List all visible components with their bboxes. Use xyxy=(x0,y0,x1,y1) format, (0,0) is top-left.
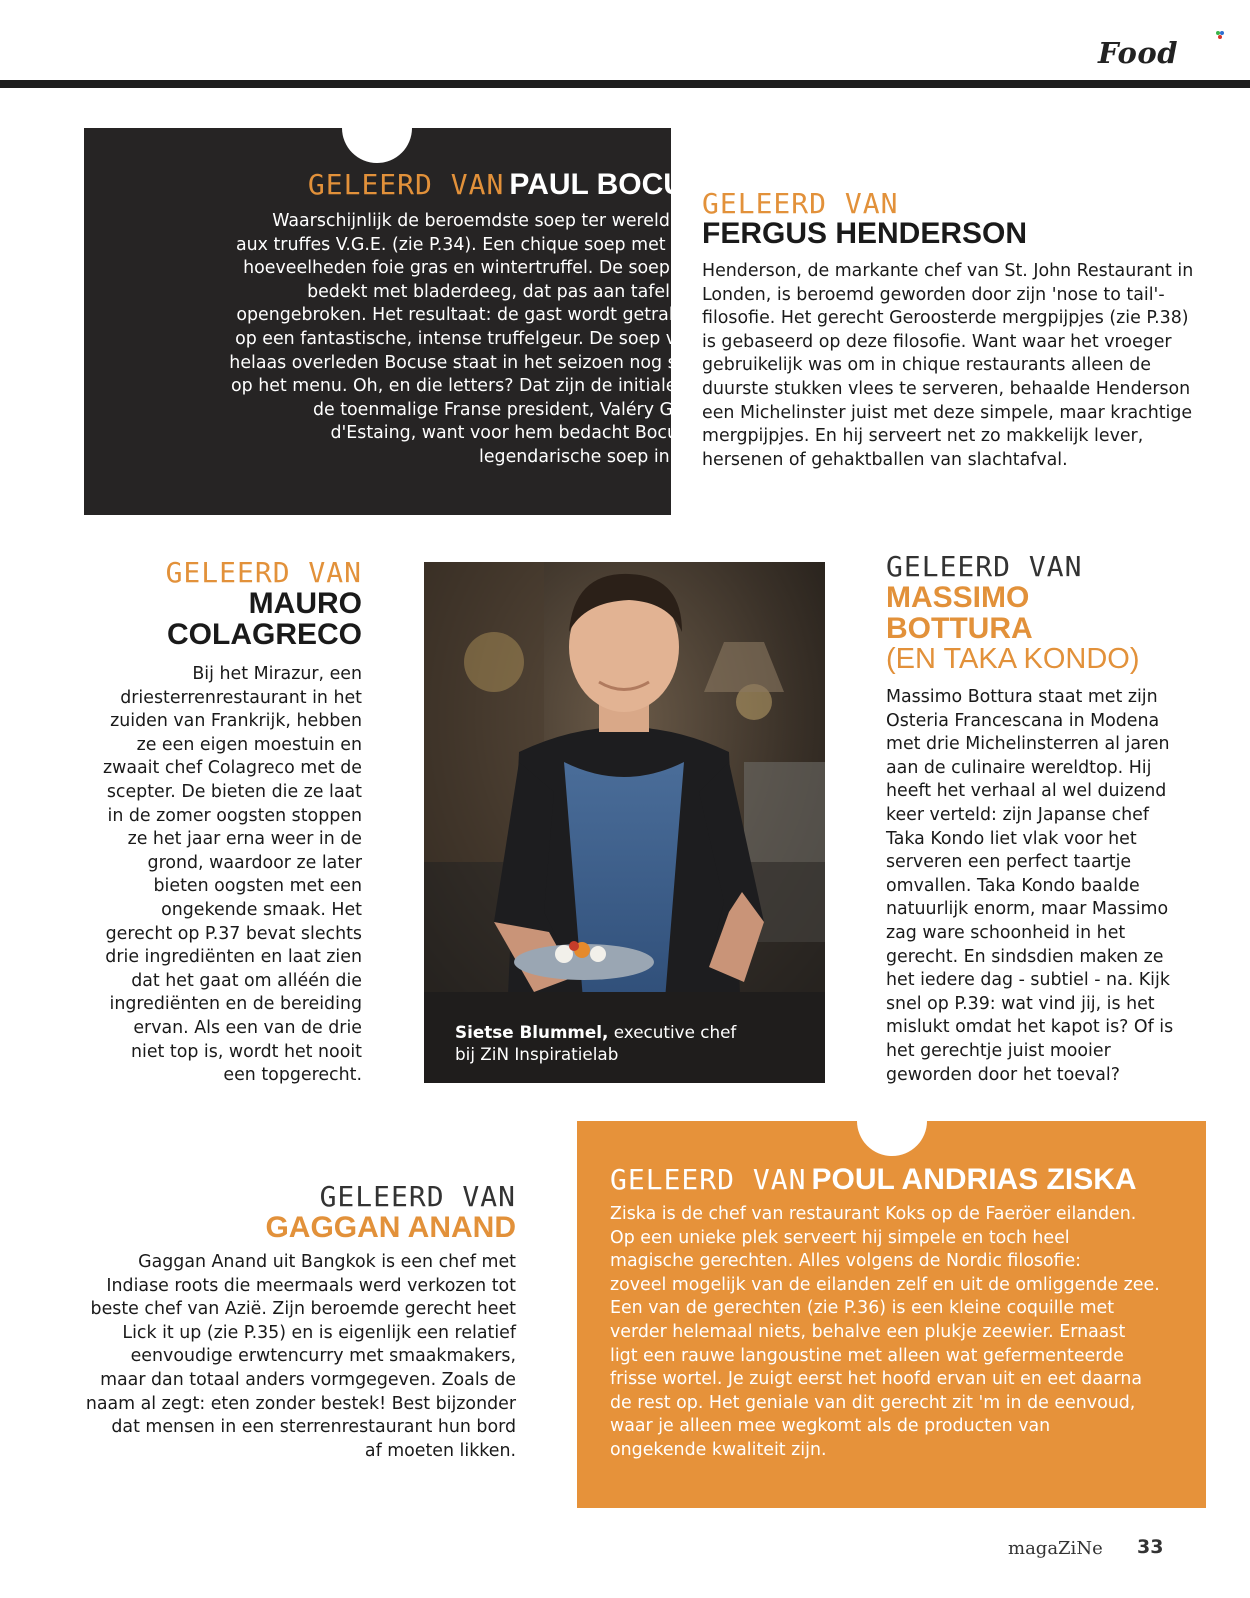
ziska-kicker: GELEERD VAN xyxy=(610,1163,807,1196)
photo-caption: Sietse Blummel, executive chef bij ZiN Inspiratielab xyxy=(455,1022,737,1064)
bocuse-kicker: GELEERD VAN xyxy=(307,168,505,201)
brand-dots-icon xyxy=(1216,31,1224,39)
bottura-kicker: GELEERD VAN xyxy=(886,550,1083,583)
colagreco-text: Bij het Mirazur, een driesterrenrestaurant in het zuiden van Frankrijk, hebben ze een eigen moestuin en zwaait chef Colagreco met de scepter. De bieten die ze laat in de zomer oogsten stoppen ze het jaar erna weer in de grond, waardoor ze later bieten oogsten met een ongekende smaak. Het gerecht op P.37 bevat slechts drie ingrediënten en laat zien dat het gaat om alléén die ingrediënten en de bereiding ervan. Als een van de drie niet top is, wordt het nooit een topgerecht. xyxy=(102,664,362,1086)
bottura-text: Massimo Bottura staat met zijn Osteria Francescana in Modena met drie Michelinsterren al jaren aan de culinaire wereldtop. Hij heeft het verhaal al wel duizend keer verteld: zijn Japanse chef Taka Kondo liet vlak voor het serveren een perfect taartje omvallen. Taka Kondo baalde natuurlijk enorm, maar Massimo zag ware schoonheid in het gerecht. En sindsdien maken ze het iedere dag - subtiel - na. Kijk snel op P.39: wat vind jij, is het mislukt omdat het kapot is? Of is het gerechtje juist mooier geworden door het toeval? xyxy=(886,687,1174,1085)
ziska-heading xyxy=(610,1163,1190,1196)
bocuse-box xyxy=(84,128,725,515)
box-notch xyxy=(857,1086,927,1156)
gaggan-name: GAGGAN ANAND xyxy=(265,1211,516,1244)
ziska-box xyxy=(577,1121,1206,1508)
box-notch xyxy=(342,93,412,163)
footer-magazine: magaZiNe xyxy=(1008,1538,1103,1559)
bottura-name-2: BOTTURA xyxy=(886,612,1033,645)
bottura-subtitle: (EN TAKA KONDO) xyxy=(886,643,1140,675)
header-rule xyxy=(0,80,1250,88)
colagreco-heading xyxy=(84,558,362,650)
bocuse-text: Waarschijnlijk de beroemdste soep ter wereld: Soup aux truffes V.G.E. (zie P.34). Een chique soep met royale hoeveelheden foie gras en wintertruffel. De soep wordt bedekt met bladerdeeg, dat pas aan tafel wordt opengebroken. Het resultaat: de gast wordt getrakteerd op een fantastische, intense truffelgeur. De soep van de helaas overleden Bocuse staat in het seizoen nog steeds op het menu. Oh, en die letters? Dat zijn de initialen van de toenmalige Franse president, Valéry Giscard d'Estaing, want voor hem bedacht Bocuse de legendarische soep in 1975. xyxy=(229,211,725,467)
bocuse-name: PAUL BOCUSE xyxy=(509,168,725,201)
bocuse-heading xyxy=(180,168,725,201)
ziska-text: Ziska is de chef van restaurant Koks op de Faeröer eilanden. Op een unieke plek serveert hij simpele en toch heel magische gerechten. Alles volgens de Nordic filosofie: zoveel mogelijk van de eilanden zelf en uit de omliggende zee. Een van de gerechten (zie P.36) is een kleine coquille met verder helemaal niets, behalve een plukje zeewier. Ernaast ligt een rauwe langoustine met alleen wat gefermenteerde frisse wortel. Je zuigt eerst het hoofd ervan uit en eet daarna de rest op. Het geniale van dit gerecht zit 'm in de eenvoud, waar je alleen mee wegkomt als de producten van ongekende kwaliteit zijn. xyxy=(610,1204,1160,1460)
chef-illustration xyxy=(424,562,825,1083)
colagreco-name-1: MAURO xyxy=(248,587,362,620)
henderson-kicker: GELEERD VAN xyxy=(702,187,899,220)
henderson-heading xyxy=(702,187,1202,250)
section-title: Food xyxy=(1098,36,1178,70)
bottura-heading xyxy=(886,552,1216,675)
gaggan-heading xyxy=(84,1182,516,1243)
henderson-text: Henderson, de markante chef van St. John Restaurant in Londen, is beroemd geworden door zijn 'nose to tail'- filosofie. Het gerecht Geroosterde mergpijpjes (zie P.38) is gebaseerd op deze filosofie. Want waar het vroeger gebruikelijk was om in chique restaurants alleen de duurste stukken vlees te serveren, behaalde Henderson een Michelinster juist met deze simpele, maar krachtige mergpijpjes. En hij serveert net zo makkelijk lever, hersenen of gehaktballen van slachtafval. xyxy=(702,261,1194,470)
gaggan-kicker: GELEERD VAN xyxy=(319,1180,516,1213)
chef-photo xyxy=(424,562,825,1083)
gaggan-text: Gaggan Anand uit Bangkok is een chef met Indiase roots die meermaals werd verkozen tot beste chef van Azië. Zijn beroemde gerecht heet Lick it up (zie P.35) en is eigenlijk een relatief eenvoudige erwtencurry met smaakmakers, maar dan totaal anders vormgegeven. Zoals de naam al zegt: eten zonder bestek! Best bijzonder dat mensen in een sterrenrestaurant hun bord af moeten likken. xyxy=(85,1252,516,1461)
colagreco-kicker: GELEERD VAN xyxy=(165,556,362,589)
henderson-name: FERGUS HENDERSON xyxy=(702,217,1028,250)
ziska-name: POUL ANDRIAS ZISKA xyxy=(811,1163,1137,1196)
bottura-name-1: MASSIMO xyxy=(886,581,1030,614)
colagreco-name-2: COLAGRECO xyxy=(167,618,362,651)
page-number: 33 xyxy=(1137,1536,1164,1558)
